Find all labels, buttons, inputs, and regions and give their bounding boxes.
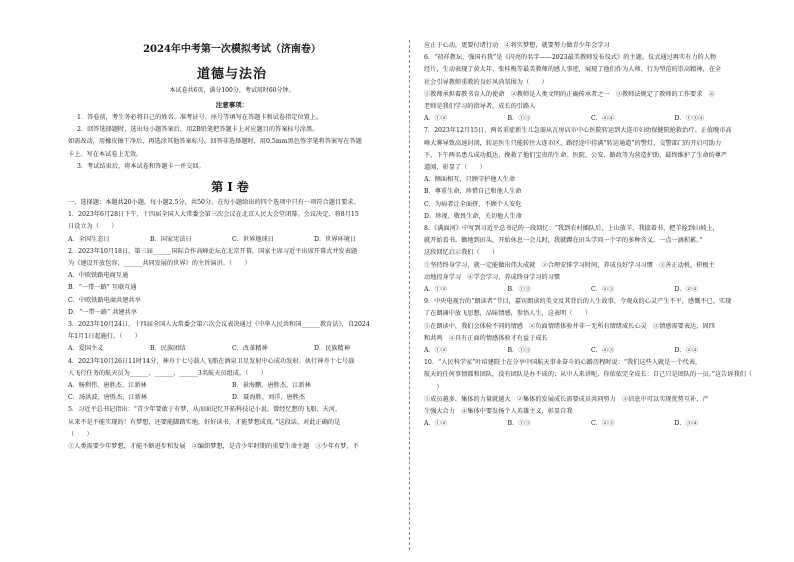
option: A．侧面相互，只顾守护他人生命 xyxy=(424,176,516,184)
question-stem: ①人类需要少年梦想，才能不断进步和发展 ②编织梦想，是青少年时期的重要生命主题 ③少年有梦，不 xyxy=(68,443,359,451)
option: C．②③ xyxy=(591,420,615,428)
notice-item: 卡上。写在本试卷上无效。 xyxy=(68,150,143,158)
option: B．民族团结 xyxy=(150,345,186,353)
option: C．汤洪波、唐胜杰、江新林 xyxy=(68,394,147,402)
notice-item: 3．考试结束后，将本试卷和答题卡一并交回。 xyxy=(77,162,205,170)
option: B．尊重生命，珍惜自己和他人生命 xyxy=(424,188,522,196)
question-block xyxy=(424,357,758,430)
question-block xyxy=(424,296,758,357)
question-stem: 社会引导教师重教的良好风尚氛围为（ ） xyxy=(424,78,548,86)
option: B．①③ xyxy=(507,347,531,355)
question-stem: 人飞行任务的航天员为______、______、______3名航天员组成。（ ） xyxy=(68,369,267,377)
option: D．世界环境日 xyxy=(314,235,357,243)
option: A．①② xyxy=(424,115,448,123)
question-stem: 和共鸣 ④具有正面的情感体验才有益于成长 xyxy=(424,334,548,342)
exam-title: 2024年中考第一次模拟考试（济南卷） xyxy=(143,44,321,55)
question-stem: 年1月1日起施行。（ ） xyxy=(68,333,141,341)
question-block xyxy=(68,209,396,246)
question-stem: 这段回忆启示我们（ ） xyxy=(424,249,499,257)
option: D．“一带一路” 共建共享 xyxy=(68,308,137,316)
option: A．①② xyxy=(424,347,448,355)
notice-item: 2．回答选择题时，选出每小题答案后，用2B铅笔把答题卡上对应题目的答案标号涂黑。 xyxy=(77,126,319,134)
question-stem: 2．2023年10月18日，第三届______国际合作高峰论坛在北京开幕，国家主席习近平出席开幕式并发表题 xyxy=(68,247,358,255)
notice-list xyxy=(68,112,396,173)
left-column xyxy=(68,40,396,562)
question-block xyxy=(68,246,396,319)
subject-title: 道德与法治 xyxy=(196,67,267,82)
option-row xyxy=(424,113,758,125)
option-row xyxy=(424,284,758,296)
question-stem: 下，下午两名患儿成功抵达，挽救了他们宝贵的生命。医院、公安、路政等为营造护助，最终维护了生命的尊严 xyxy=(424,151,728,159)
question-stem: 9．中央电视台的“朗读者”节目，嘉宾朗读的美文及其背后的人生故事，令观众的心灵产生不平，感慨不已。实现 xyxy=(424,298,732,306)
option-row xyxy=(424,345,758,357)
option: D．②④ xyxy=(674,286,699,294)
option: C．中欧铁路电商共建共享 xyxy=(68,296,141,304)
question-stem: 7．2023年12月15日，两名重症新生儿急需从瓦房店市中心医院转运到大连市妇幼保健院抢救治疗。正值晚市高 xyxy=(424,127,732,135)
question-block xyxy=(68,356,396,405)
notice-title: 注意事项： xyxy=(215,101,249,109)
option: D．③④ xyxy=(674,420,699,428)
question-block xyxy=(424,125,758,223)
option-row xyxy=(68,380,396,392)
question-block xyxy=(68,319,396,356)
question-stem: 3．2023年10月24日，十四届全国人大常委会第六次会议表决通过《中华人民共和国______教育法》，自2024 xyxy=(68,321,370,329)
question-stem: （ ） xyxy=(68,430,93,438)
option: B．①③ xyxy=(507,420,531,428)
question-stem: 4．2023年10月26日11时14分，神舟十七号载人飞船在酒泉卫星发射中心成功发射。执行神舟十七号载 xyxy=(68,357,355,365)
left-questions xyxy=(68,209,396,453)
option: D．民族精神 xyxy=(314,345,350,353)
question-stem: 动地投身学习 ④学会学习，养成终身学习的习惯 xyxy=(424,273,561,281)
question-stem: 峰大雾导致高速封闭，转运医生只能转往大连市区，路经途中挂满“转运通道”的警灯，交警部门的开启可助力 xyxy=(424,139,722,147)
question-block xyxy=(424,52,758,125)
question-stem: ） xyxy=(424,383,443,391)
question-stem: ①在朗读中，我们会体验不同的情感 ②负面情绪体验并非一无所有情绪成长心灵 ③情感需要表达，固四 xyxy=(424,322,715,330)
question-stem: 从来不是不能实现的！有梦想，还要能脚踏实地，好好读书，才能梦想成真。”这段话，对此正确的是 xyxy=(68,418,341,426)
right-column xyxy=(424,40,758,562)
option: C．②③ xyxy=(591,286,615,294)
notice-item: 1．答卷前，考生务必将自己的姓名、准考证号、座号等填写在答题卡和试卷指定位置上。 xyxy=(77,114,323,121)
question-stem: 6．“初祥教坛，强国有我”是《闪亮的名字——2023最美教师发布仪式》的主题。仪式通过再实有力的人物 xyxy=(424,54,717,62)
question-stem: 日设立为（ ） xyxy=(68,223,118,231)
option: B．①③ xyxy=(507,115,531,123)
option: A．①② xyxy=(424,420,448,428)
question-block xyxy=(68,404,396,453)
option: D．①③④ xyxy=(674,115,705,123)
question-stem: 1．2023年6月28日下午，十四届全国人大常委会第三次会议在北京人民大会堂闭幕。会议决定，将8月15 xyxy=(68,211,359,219)
question-stem: ①坚持终身学习，就一定能做出伟大成就 ②合理安排学习时间，养成良好学习习惯 ③善正动机，积极主 xyxy=(424,261,715,269)
question-stem: 老师是我们学习的指导者，成长的引路人 xyxy=(424,103,536,111)
question-block xyxy=(424,223,758,296)
option: A．①② xyxy=(424,286,448,294)
option: A．全国生态日 xyxy=(68,235,110,243)
option-row xyxy=(424,418,758,430)
question-stem: 为《建设开放包容、______共同发展的世界》的主旨演讲。（ ） xyxy=(68,260,251,268)
question-stem: 道闻，彰显了（ ） xyxy=(424,164,486,172)
option: D．②④ xyxy=(674,347,699,355)
question-stem: 经片，生动表现了黄大年、张桂梅等最美教师的感人事迹，展现了他们作为人师、行为型范的崇高精神，在全 xyxy=(424,66,721,74)
right-questions xyxy=(424,40,758,431)
question-stem: 应止于心动，更要付诸行动 ④将实梦想，就要努力做青少年会学习 xyxy=(424,42,610,49)
option: D．珍视、敬畏生命，关切他人生命 xyxy=(424,212,522,220)
option: D．聂海胜、刘洋、唐胜杰 xyxy=(232,394,306,402)
question-stem: 8．《满面河》中写到习近平总书记的一段回忆：“我到农村插队后，上山放羊，我揣着书，把羊拴到山坡上， xyxy=(424,225,719,233)
option: A．杨利伟、唐胜杰、江新林 xyxy=(68,382,147,390)
question-stem: 生强大合力 ④集体中要发扬个人英雄主义，彰显自我 xyxy=(424,408,573,416)
option: C．为病者让全面挤，不顾个人安危 xyxy=(424,200,522,208)
question-stem: 5．习近平总书记指出：“青少年要敢于有梦，从而面记忆开拓科技记小说，曾经忆想的飞船、天河， xyxy=(68,406,342,414)
notice-item: 如需改动，用橡皮擦干净后，再选涂其他答案标号。回答非选择题时，用0.5mm黑色签字笔将答案写在答题 xyxy=(68,138,362,146)
option: B．①③ xyxy=(507,286,531,294)
option: C．②④ xyxy=(591,115,615,123)
question-stem: 了在朗诵中放飞思想，品味情感，参悟人生，这表明（ ） xyxy=(424,310,592,318)
section-intro: 一、选择题：本题共20小题，每小题2.5分，共50分。在每小题给出的四个选项中只有一项符合题目要求。 xyxy=(68,199,360,207)
volume-title: 第Ⅰ卷 xyxy=(211,180,253,195)
question-stem: 10．“人民科学家”叶培建院士在分享中国航天事业奋斗的心路历程时说：“我们这些人就是一个代表， xyxy=(424,359,702,367)
question-stem: ①成员越多，集体的力量就越大 ②集体的发展成长需要成员共同努力 ③信息中可以实现优势互补，产 xyxy=(424,395,709,403)
option-row xyxy=(68,392,396,404)
option: B．国家宪法日 xyxy=(150,235,192,243)
option-row xyxy=(68,343,396,355)
question-stem: 就开始看书。锄地到田头，开始休息一会儿时，我就蹲在田头学问一个字的多种含义，一点一滴积累。” xyxy=(424,237,703,245)
option: B．景海鹏、唐胜杰、江新林 xyxy=(232,382,311,390)
question-stem: ①教师承担着教书育人的使命 ②教师是人类文明的正确传承者之一 ③教师法规定了教师的工作要求 ④ xyxy=(424,90,715,98)
question-stem: 航天的任何事情都和团队，没有团队是办不成的；从中人来讲呢，你依依完全成长：自己只是团队的一员。”这告诉我们（ xyxy=(424,371,752,379)
option: B．“一带一路” 互联互通 xyxy=(68,284,137,292)
exam-meta: 本试卷共6页，满分100分，考试用时60分钟。 xyxy=(169,87,295,94)
option: A．爱国主义 xyxy=(68,345,104,353)
column-divider xyxy=(409,40,410,550)
question-block xyxy=(424,40,758,52)
option: C．世界地球日 xyxy=(232,235,274,243)
option: C．改革精神 xyxy=(232,345,268,353)
option: C．②③ xyxy=(591,347,615,355)
option-row xyxy=(68,234,396,246)
option: A．中欧铁路电商互通 xyxy=(68,272,129,280)
